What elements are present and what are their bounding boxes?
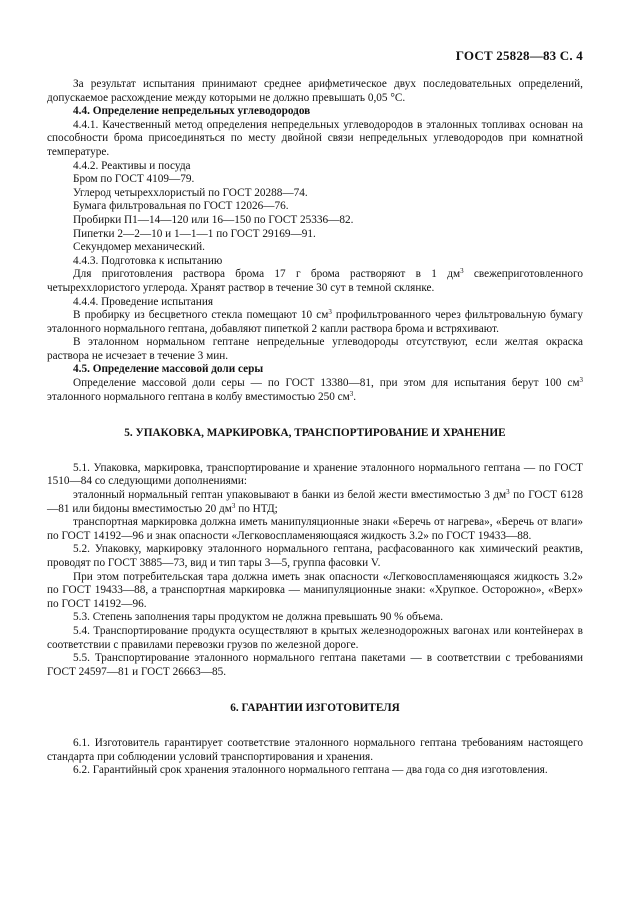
document-body <box>47 78 583 778</box>
bromine-solution-paragraph: Для приготовления раствора брома 17 г брома растворяют в 1 $дм^3$ свежеприготовленного четыреххлористого углерода. Хранят раствор в течение 30 сут в темной склянке. <box>47 267 583 294</box>
section-4-5-title: 4.5. Определение массовой доли серы <box>73 363 264 376</box>
section-6-heading: 6. ГАРАНТИИ ИЗГОТОВИТЕЛЯ <box>230 702 400 715</box>
transport-marking-paragraph: транспортная маркировка должна иметь манипуляционные знаки «Беречь от нагрева», «Беречь от влаги» по ГОСТ 14192—96 и знак опасности «Легковоспламеняющаяся жидкость 3.2» по ГОСТ 19433—88. <box>47 516 583 542</box>
reagent-item: Углерод четыреххлористый по ГОСТ 20288—74. <box>73 186 308 199</box>
paragraph-6-2: 6.2. Гарантийный срок хранения эталонного нормального гептана — два года со дня изготовления. <box>73 764 548 777</box>
paragraph-5-1: 5.1. Упаковка, маркировка, транспортирование и хранение эталонного нормального гептана — по ГОСТ 1510—84 со следующими дополнениями: <box>47 461 583 488</box>
test-result-paragraph: В эталонном нормальном гептане непредельные углеводороды отсутствуют, если желтая окраска раствора не исчезает в течение 3 мин. <box>47 336 583 362</box>
reagent-item: Пробирки П1—14—120 или 16—150 по ГОСТ 25336—82. <box>73 213 354 226</box>
page-header: ГОСТ 25828—83 С. 4 <box>455 48 583 63</box>
paragraph-6-1: 6.1. Изготовитель гарантирует соответствие эталонного нормального гептана требованиям настоящего стандарта при соблюдении условий транспортирования и хранения. <box>47 736 583 763</box>
result-paragraph: За результат испытания принимают среднее арифметическое двух последовательных определений, допускаемое расхождение между которыми не должно превышать 0,05 °С. <box>47 78 583 104</box>
paragraph-4-4-2: 4.4.2. Реактивы и посуда <box>73 159 191 172</box>
paragraph-5-3: 5.3. Степень заполнения тары продуктом не должна превышать 90 % объема. <box>73 611 444 624</box>
consumer-container-paragraph: При этом потребительская тара должна иметь знак опасности «Легковоспламеняющаяся жидкость 3.2» по ГОСТ 19433—88, а транспортная маркировка — манипуляционные знаки: «Хрупкое. Осторожно», «Верх» по ГОСТ 14192—96. <box>47 570 583 610</box>
section-5-heading: 5. УПАКОВКА, МАРКИРОВКА, ТРАНСПОРТИРОВАНИЕ И ХРАНЕНИЕ <box>124 427 506 440</box>
test-procedure-paragraph: В пробирку из бесцветного стекла помещают 10 $см^3$ профильтрованного через фильтровальную бумагу эталонного нормального гептана, добавляют пипеткой 2 капли раствора брома и встряхивают. <box>47 308 583 335</box>
reagent-item: Пипетки 2—2—10 и 1—1—1 по ГОСТ 29169—91. <box>73 227 316 240</box>
sulfur-paragraph: Определение массовой доли серы — по ГОСТ 13380—81, при этом для испытания берут 100 $см^3$ эталонного нормального гептана в колбу вместимостью 250 $см^3$. <box>47 376 583 403</box>
packaging-paragraph: эталонный нормальный гептан упаковывают в банки из белой жести вместимостью 3 $дм^3$ по ГОСТ 6128—81 или бидоны вместимостью 20 $дм^3$ по НТД; <box>47 488 583 515</box>
reagent-item: Секундомер механический. <box>73 241 205 254</box>
reagent-item: Бром по ГОСТ 4109—79. <box>73 173 195 186</box>
reagent-item: Бумага фильтровальная по ГОСТ 12026—76. <box>73 200 289 213</box>
paragraph-4-4-1: 4.4.1. Качественный метод определения непредельных углеводородов в эталонных топливах основан на способности брома присоединяться по месту двойной связи непредельных углеводородов при комнатной температуре. <box>47 118 583 158</box>
section-4-4-title: 4.4. Определение непредельных углеводородов <box>73 105 311 118</box>
paragraph-4-4-3: 4.4.3. Подготовка к испытанию <box>73 254 223 267</box>
paragraph-5-2: 5.2. Упаковку, маркировку эталонного нормального гептана, расфасованного как химический реактив, проводят по ГОСТ 3885—73, вид и тип тары 3—5, группа фасовки V. <box>47 543 583 569</box>
paragraph-5-5: 5.5. Транспортирование эталонного нормального гептана пакетами — в соответствии с требованиями ГОСТ 24597—81 и ГОСТ 26663—85. <box>47 652 583 678</box>
paragraph-5-4: 5.4. Транспортирование продукта осуществляют в крытых железнодорожных вагонах или контейнерах в соответствии с правилами перевозки грузов по железной дороге. <box>47 624 583 651</box>
paragraph-4-4-4: 4.4.4. Проведение испытания <box>73 295 214 308</box>
